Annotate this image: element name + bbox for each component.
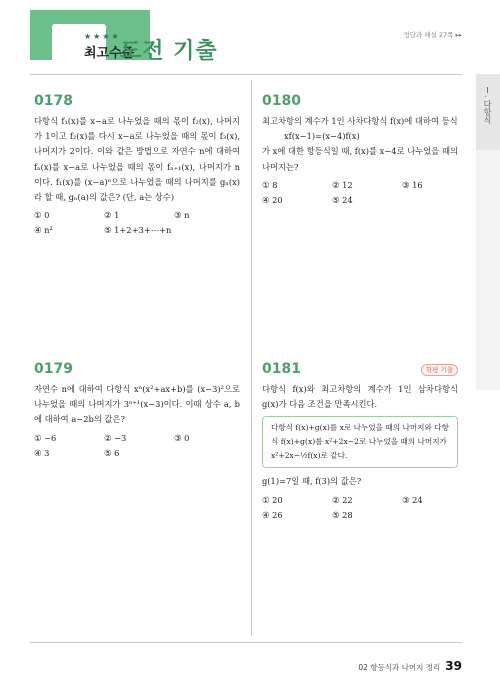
- problem-text-continued: 가 x에 대한 항등식일 때, f(x)를 x−4로 나누었을 때의 나머지는?: [262, 146, 458, 172]
- choice-1[interactable]: ① 20: [262, 494, 283, 505]
- chapter-side-label: Ⅰ. 다항식: [483, 86, 492, 125]
- choice-2[interactable]: ② 22: [332, 494, 353, 505]
- problem-number: 0179: [34, 361, 73, 377]
- problem-question: g(1)=7일 때, f(3)의 값은?: [262, 476, 362, 487]
- problem-0180: [262, 92, 458, 208]
- problem-number: 0180: [262, 93, 301, 109]
- answer-reference: 정답과 해설 27쪽 ▸▸: [403, 31, 462, 39]
- past-exam-badge: 학평 기출: [421, 364, 458, 376]
- section-header: [30, 10, 260, 64]
- side-strip: [476, 150, 500, 390]
- chapter-name: 02 항등식과 나머지 정리: [358, 663, 441, 672]
- choice-3[interactable]: ③ 24: [402, 494, 423, 505]
- problem-text: 다항식 f(x)와 최고차항의 계수가 1인 삼차다항식 g(x)가 다음 조건을 만족시킨다.: [262, 384, 458, 410]
- bottom-divider: [30, 642, 462, 643]
- problem-text: 자연수 n에 대하여 다항식 xⁿ(x²+ax+b)를 (x−3)²으로 나누었을 때의 나머지가 3ⁿ⁺¹(x−3)이다. 이때 상수 a, b에 대하여 a−2b의 값은?: [34, 384, 240, 425]
- choice-4[interactable]: ④ 20: [262, 195, 283, 206]
- column-divider: [251, 80, 252, 636]
- chapter-side-tab[interactable]: [476, 74, 500, 150]
- choice-5[interactable]: ⑤ 28: [332, 509, 353, 520]
- choice-5[interactable]: ⑤ 24: [332, 195, 353, 206]
- choice-5[interactable]: ⑤ 1+2+3+⋯+n: [104, 225, 172, 236]
- problem-0178: [34, 92, 240, 239]
- choice-3[interactable]: ③ 16: [402, 179, 423, 190]
- choice-1[interactable]: ① −6: [34, 432, 57, 443]
- choice-4[interactable]: ④ 3: [34, 447, 50, 458]
- problem-0179: [34, 360, 240, 461]
- top-divider: [30, 74, 462, 75]
- problem-0181: [262, 360, 458, 523]
- problem-number: 0178: [34, 93, 73, 109]
- choice-2[interactable]: ② 12: [332, 179, 353, 190]
- choice-2[interactable]: ② −3: [104, 432, 127, 443]
- condition-box: 다항식 f(x)+g(x)를 x로 나누었을 때의 나머지와 다항식 f(x)+g(x)를 x²+2x−2로 나누었을 때의 나머지가 x²+2x−½f(x)로 같다.: [262, 416, 458, 468]
- problem-equation: xf(x−1)=(x−4)f(x): [284, 131, 360, 142]
- choices: [262, 178, 458, 208]
- choice-1[interactable]: ① 8: [262, 179, 278, 190]
- choice-2[interactable]: ② 1: [104, 210, 120, 221]
- choice-1[interactable]: ① 0: [34, 210, 50, 221]
- choice-5[interactable]: ⑤ 6: [104, 447, 120, 458]
- choices: [262, 493, 458, 523]
- choices: [34, 431, 240, 461]
- choice-4[interactable]: ④ 26: [262, 509, 283, 520]
- choices: [34, 208, 240, 238]
- section-title: 도전 기출: [120, 39, 218, 64]
- problem-text: 최고차항의 계수가 1인 사차다항식 f(x)에 대하여 등식: [262, 116, 458, 126]
- difficulty-stars: ★★★★: [84, 32, 121, 41]
- choice-3[interactable]: ③ 0: [174, 432, 190, 443]
- page-footer: [358, 659, 462, 673]
- problem-text: 다항식 f₁(x)를 x−a로 나누었을 때의 몫이 f₂(x), 나머지가 1이고 f₂(x)를 다시 x−a로 나누었을 때의 몫이 f₃(x), 나머지가 2이다. 이와 같은 방법으로 자연수 n에 대하여 fₙ(x)를 x−a로 나누었을 때의 몫이 fₙ₊₁(x), 나머지가 n이다. f₁(x)를 (x−a)ⁿ으로 나누었을 때의 나머지를 gₙ(x)라 할 때, gₙ(a)의 값은? (단, a는 상수): [34, 116, 240, 203]
- problem-number: 0181: [262, 361, 301, 377]
- page-number: 39: [445, 659, 462, 673]
- choice-3[interactable]: ③ n: [174, 210, 190, 221]
- choice-4[interactable]: ④ n²: [34, 225, 53, 236]
- header-label: 최고수준: [84, 46, 135, 61]
